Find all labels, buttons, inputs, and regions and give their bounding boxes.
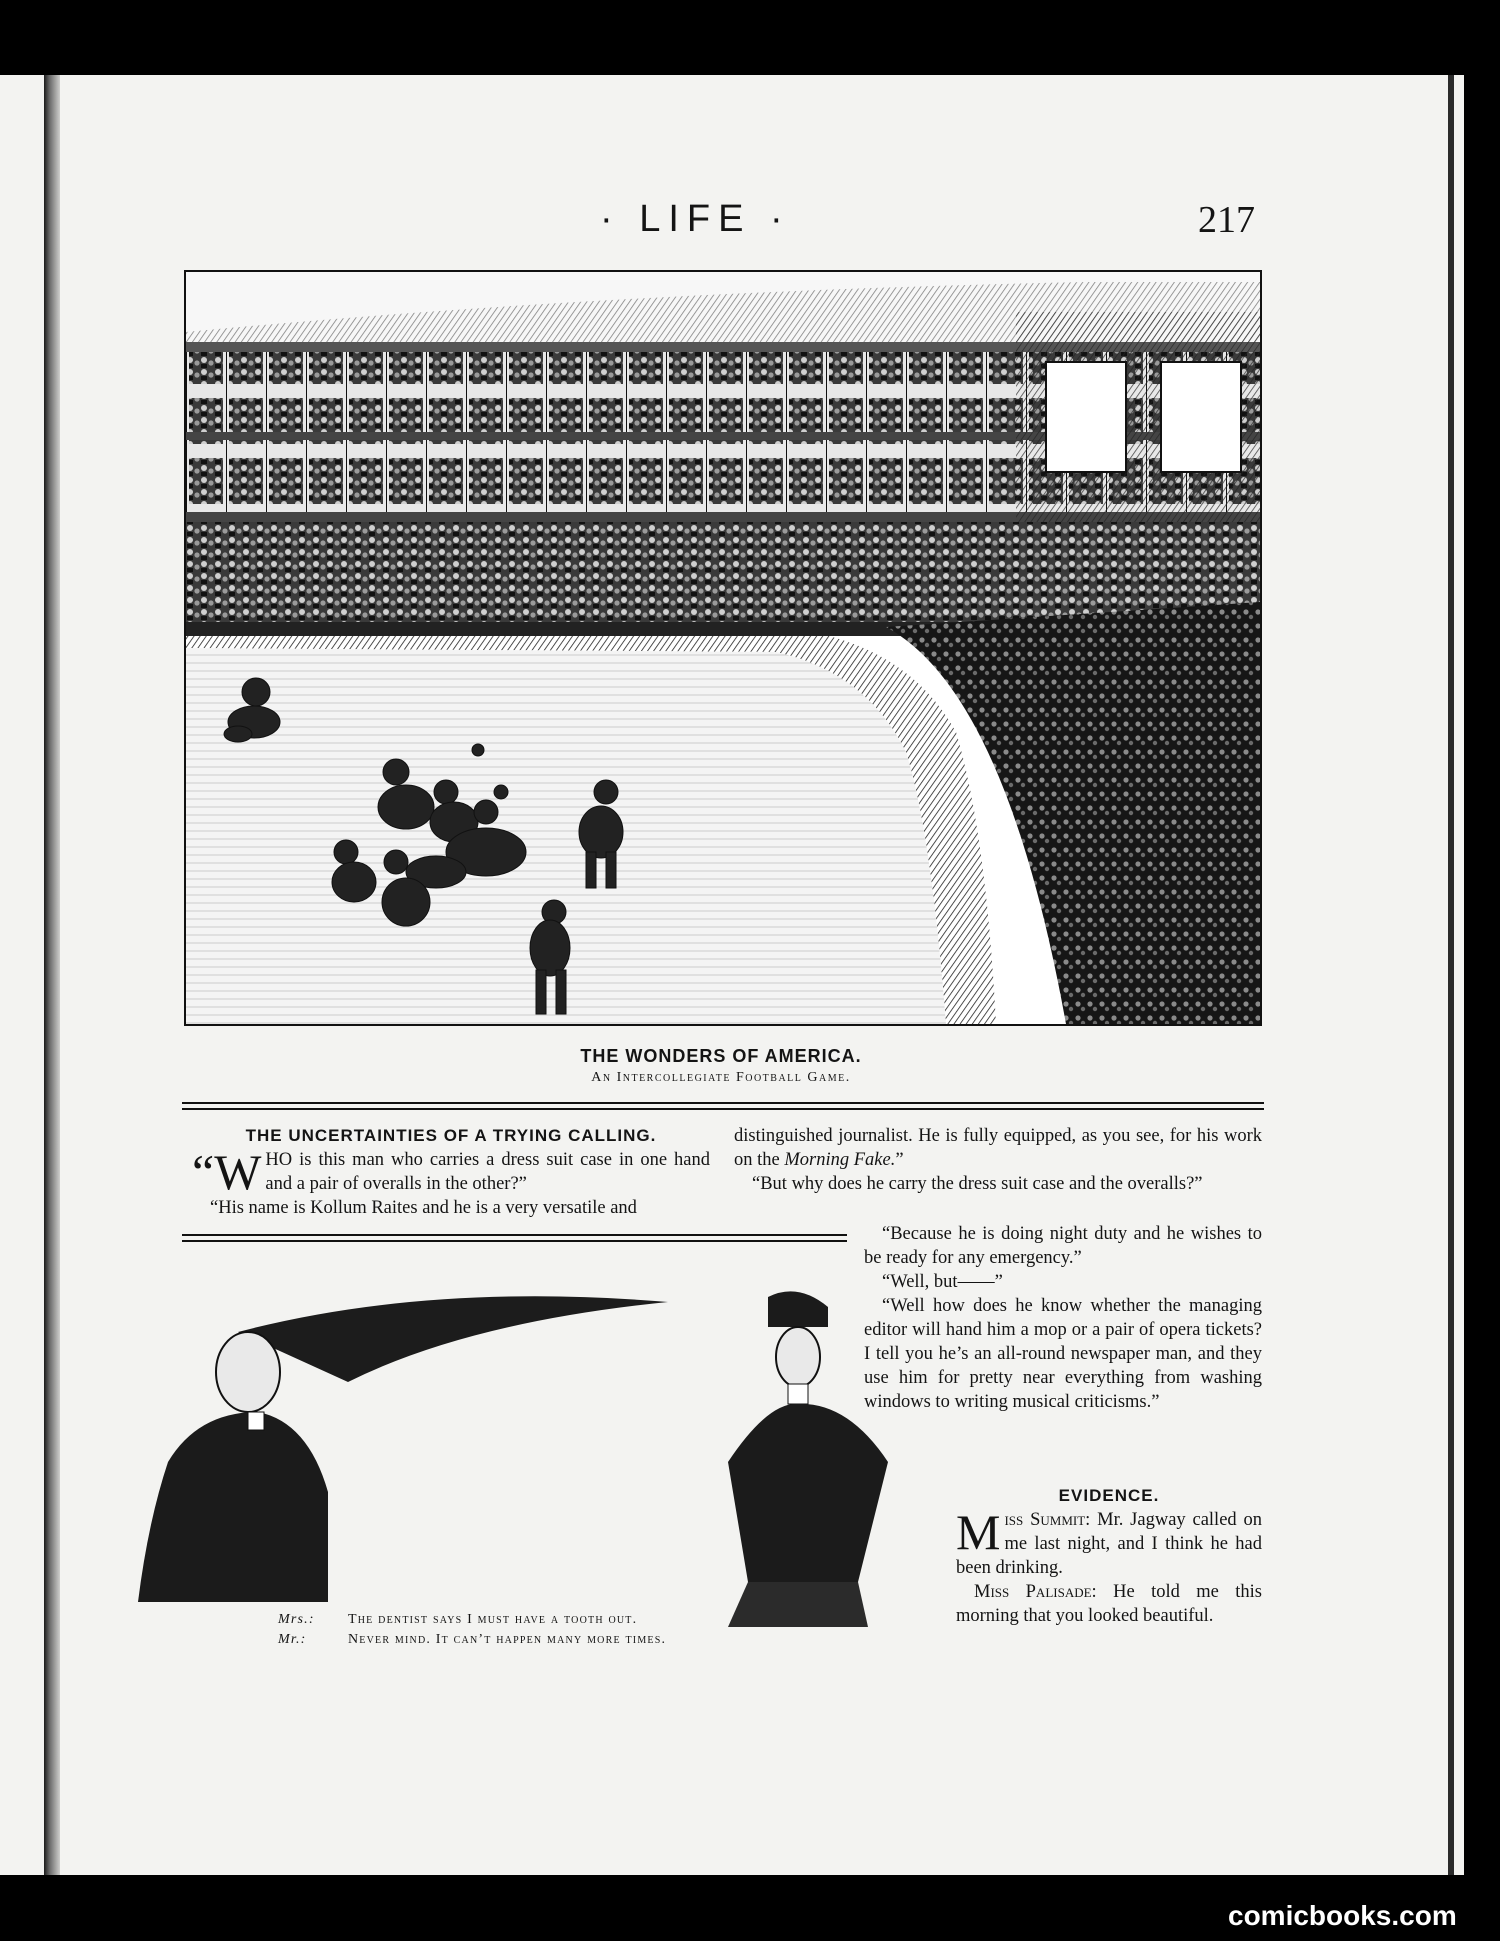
man-figure (138, 1332, 328, 1602)
divider-rule (182, 1102, 1264, 1104)
article-paragraph (956, 1504, 1262, 1580)
article-paragraph: “Well how does he know whether the managing editor will hand him a mop or a pair of opera tickets? I tell you he’s an all-round newspaper man, and they use him for pretty near everything from washing windows to writing musical criticisms.” (864, 1296, 1262, 1412)
dialogue-text: He told me this morning that you looked beautiful. (956, 1582, 1262, 1626)
article-paragraph (734, 1124, 1262, 1172)
paragraph-text: HO is this man who carries a dress suit case in one hand and a pair of overalls in the other?” (265, 1150, 710, 1194)
article-paragraph: “Because he is doing night duty and he wishes to be ready for any emergency.” (864, 1224, 1262, 1268)
article-column-left (192, 1124, 710, 1220)
speaker-name: iss Summit: (1004, 1510, 1091, 1530)
shadow-swash (238, 1296, 668, 1382)
closing-quote: ” (895, 1150, 904, 1170)
article-paragraph: “But why does he carry the dress suit case and the overalls?” (752, 1174, 1203, 1194)
dialogue-text: Mr. Jagway called on me last night, and I think he had been drinking. (956, 1510, 1262, 1578)
divider-rule (182, 1234, 847, 1236)
masthead: · LIFE · (600, 198, 791, 240)
cartoon-caption (278, 1610, 838, 1650)
newspaper-name: Morning Fake. (784, 1150, 896, 1170)
open-quote: “ (192, 1144, 215, 1200)
divider-rule (182, 1108, 1264, 1110)
site-watermark: comicbooks.com (1228, 1900, 1457, 1931)
woman-figure (728, 1291, 888, 1627)
article-paragraph (192, 1144, 710, 1200)
paragraph-text: distinguished journalist. He is fully equipped, as you see, for his work on the (734, 1126, 1262, 1170)
caption-line (278, 1630, 838, 1650)
divider-rule (182, 1240, 847, 1242)
illustration-subtitle: An Intercollegiate Football Game. (591, 1070, 851, 1085)
drop-cap (192, 1144, 262, 1200)
article-paragraph: “Well, but——” (882, 1272, 1003, 1292)
dialogue-text: The dentist says I must have a tooth out. (348, 1612, 638, 1627)
article-heading: THE UNCERTAINTIES OF A TRYING CALLING. (245, 1126, 657, 1145)
page-number: 217 (1198, 199, 1255, 241)
caption-line (278, 1610, 838, 1630)
speaker-name: Mr.: (278, 1632, 307, 1647)
book-spine (44, 75, 60, 1875)
dentist-cartoon (128, 1262, 952, 1628)
article-heading: EVIDENCE. (1058, 1486, 1160, 1505)
football-game-engraving (184, 270, 1262, 1026)
page-edge (1448, 75, 1454, 1875)
dialogue-text: Never mind. It can’t happen many more times. (348, 1632, 667, 1647)
article-column-right (734, 1124, 1262, 1196)
speaker-name: Mrs.: (278, 1612, 315, 1627)
speaker-name: Miss Palisade: (974, 1582, 1097, 1602)
article-paragraph (956, 1580, 1262, 1628)
article-paragraph: “His name is Kollum Raites and he is a very versatile and (210, 1198, 637, 1218)
drop-cap-letter: M (956, 1504, 1001, 1560)
drop-cap-letter: W (214, 1144, 262, 1200)
evidence-article (956, 1484, 1262, 1628)
illustration-title: THE WONDERS OF AMERICA. (580, 1046, 862, 1066)
